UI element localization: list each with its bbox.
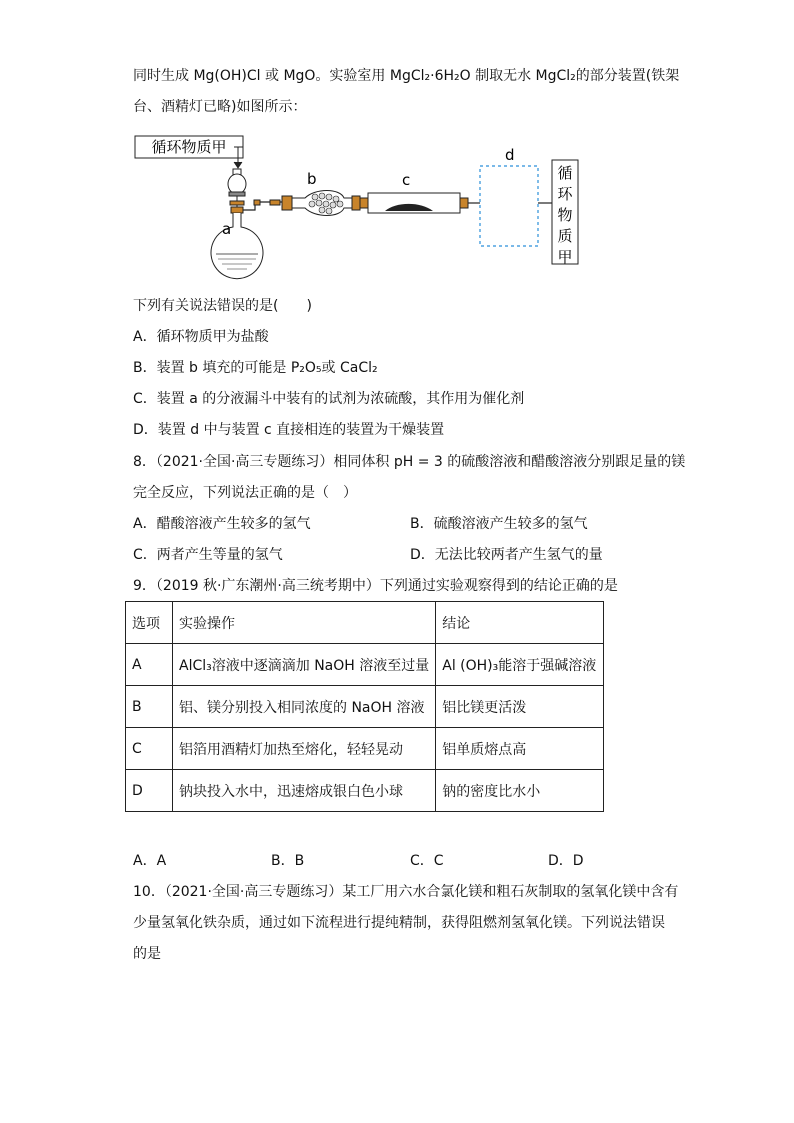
separatory-funnel <box>228 169 246 210</box>
q9-option-a: A．A <box>133 853 167 869</box>
header-operation: 实验操作 <box>173 602 436 644</box>
intro-line-2: 台、酒精灯已略)如图所示： <box>133 99 307 115</box>
table-cell: 铝比镁更活泼 <box>436 686 604 728</box>
q10-line3: 的是 <box>133 946 161 962</box>
svg-text:质: 质 <box>557 227 573 245</box>
table-cell: Al (OH)₃能溶于强碱溶液 <box>436 644 604 686</box>
circulating-substance-box-right <box>552 160 578 266</box>
table-cell: D <box>126 770 173 812</box>
q7-option-a: A．循环物质甲为盐酸 <box>133 329 269 345</box>
device-d-box <box>480 146 538 246</box>
table-cell: A <box>126 644 173 686</box>
q9-option-b: B．B <box>271 853 305 869</box>
q10-line2: 少量氢氧化铁杂质，通过如下流程进行提纯精制，获得阻燃剂氢氧化镁。下列说法错误 <box>133 915 665 931</box>
q7-option-c: C．装置 a 的分液漏斗中装有的试剂为浓硫酸，其作用为催化剂 <box>133 391 525 407</box>
table-cell: C <box>126 728 173 770</box>
q8-stem-line2: 完全反应，下列说法正确的是（ ） <box>133 485 357 501</box>
q9-stem: 9．（2019 秋·广东潮州·高三统考期中）下列通过实验观察得到的结论正确的是 <box>133 578 618 594</box>
svg-text:环: 环 <box>557 185 573 203</box>
svg-text:物: 物 <box>557 206 573 224</box>
q8-option-d: D．无法比较两者产生氢气的量 <box>410 547 603 563</box>
apparatus-figure <box>130 132 590 282</box>
label-c: c <box>402 171 411 189</box>
table-row <box>126 770 604 812</box>
q7-stem: 下列有关说法错误的是( ) <box>133 298 312 314</box>
drying-tube-b <box>282 170 360 216</box>
header-conclusion: 结论 <box>436 602 604 644</box>
q8-option-b: B．硫酸溶液产生较多的氢气 <box>410 516 588 532</box>
q9-option-c: C．C <box>410 853 444 869</box>
table-cell: 铝箔用酒精灯加热至熔化，轻轻晃动 <box>173 728 436 770</box>
table-cell: AlCl₃溶液中逐滴滴加 NaOH 溶液至过量 <box>173 644 436 686</box>
svg-text:循: 循 <box>557 164 573 182</box>
box-left-label: 循环物质甲 <box>151 138 227 156</box>
header-option: 选项 <box>126 602 173 644</box>
label-a: a <box>222 220 232 238</box>
q8-stem-line1: 8．（2021·全国·高三专题练习）相同体积 pH = 3 的硫酸溶液和醋酸溶液分别跟足量的镁 <box>133 454 686 470</box>
q10-line1: 10．（2021·全国·高三专题练习）某工厂用六水合氯化镁和粗石灰制取的氢氧化镁中含有 <box>133 884 679 900</box>
q7-option-d: D．装置 d 中与装置 c 直接相连的装置为干燥装置 <box>133 422 445 438</box>
q9-option-d: D．D <box>548 853 584 869</box>
flask-a <box>211 207 263 279</box>
label-d: d <box>505 146 515 164</box>
table-cell: 钠块投入水中，迅速熔成银白色小球 <box>173 770 436 812</box>
table-header-row <box>126 602 604 644</box>
q8-option-a: A．醋酸溶液产生较多的氢气 <box>133 516 311 532</box>
label-b: b <box>307 170 317 188</box>
svg-text:甲: 甲 <box>557 248 573 266</box>
q9-table <box>125 601 604 812</box>
table-row <box>126 686 604 728</box>
table-cell: 钠的密度比水小 <box>436 770 604 812</box>
q7-option-b: B．装置 b 填充的可能是 P₂O₅或 CaCl₂ <box>133 360 378 376</box>
table-cell: 铝单质熔点高 <box>436 728 604 770</box>
table-cell: B <box>126 686 173 728</box>
table-row <box>126 644 604 686</box>
intro-line-1: 同时生成 Mg(OH)Cl 或 MgO。实验室用 MgCl₂·6H₂O 制取无水 MgCl₂的部分装置(铁架 <box>133 68 680 84</box>
circulating-substance-box-left <box>135 136 243 158</box>
reaction-tube-c <box>360 171 468 213</box>
table-row <box>126 728 604 770</box>
q8-option-c: C．两者产生等量的氢气 <box>133 547 283 563</box>
table-cell: 铝、镁分别投入相同浓度的 NaOH 溶液 <box>173 686 436 728</box>
